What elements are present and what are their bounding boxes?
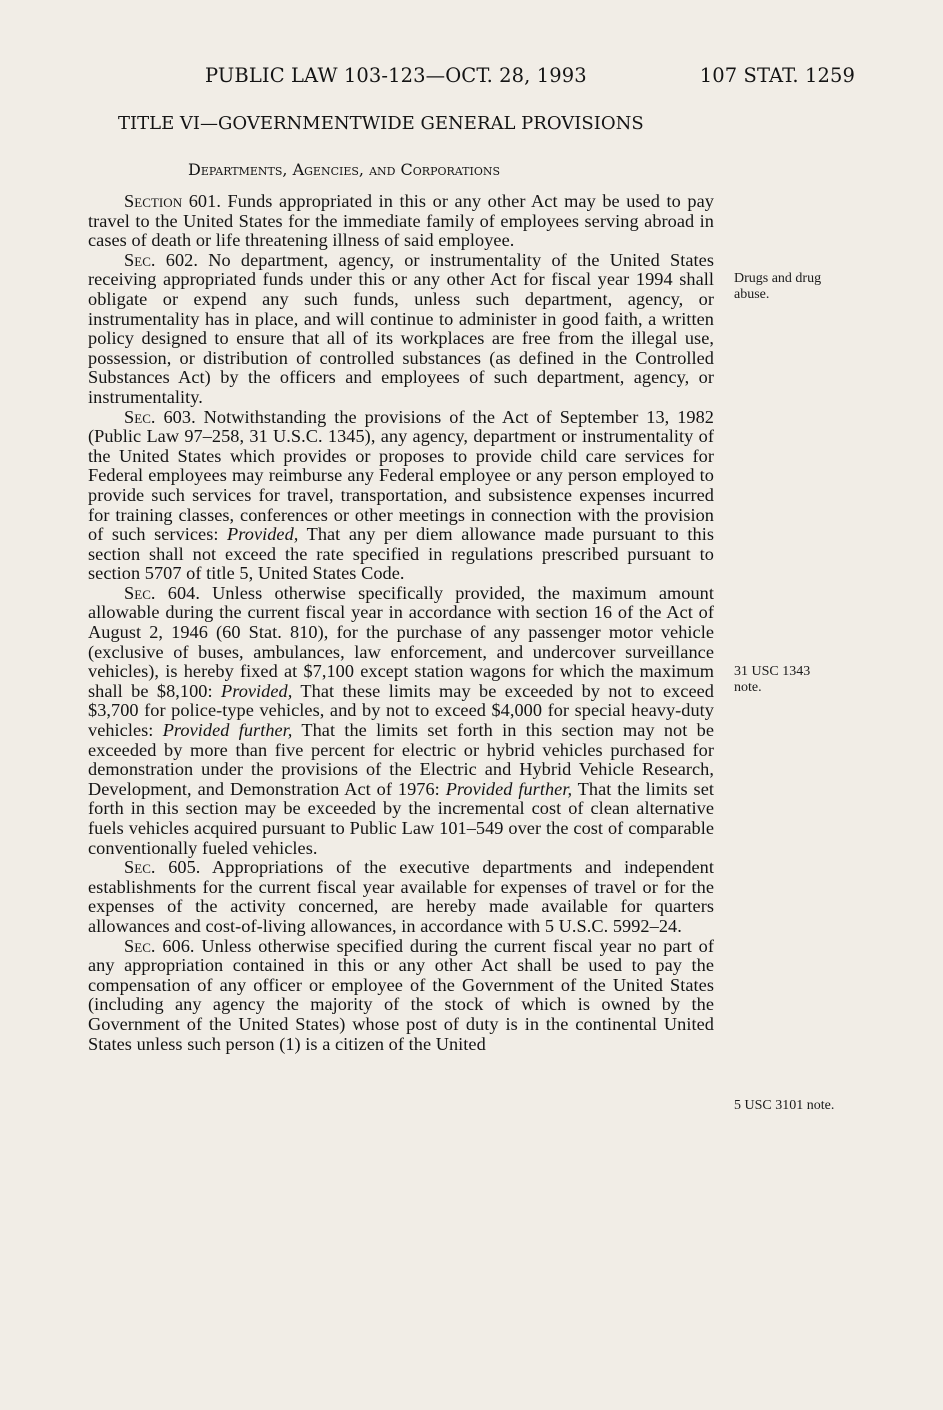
section-603: [88, 408, 714, 584]
proviso: Provided further,: [445, 778, 573, 799]
proviso: Provided further,: [162, 720, 293, 741]
subtitle-heading: Departments, Agencies, and Corporations: [188, 160, 500, 179]
section-text: Unless otherwise specifically provided, the maximum amount allowable during the current fiscal year in accordance with section 16 of the Act of August 2, 1946 (60 Stat. 810), for the purchase of any passenger motor vehicle (exclusive of buses, ambulances, law enforcement, and undercover surveillance vehicles), is hereby fixed at $7,100 except station wagons for which the maximum shall be $8,100:: [88, 582, 714, 701]
section-text: Unless otherwise specified during the current fiscal year no part of any appropriation contained in this or any other Act shall be used to pay the compensation of any officer or employee of the Government of the United States (including any agency the majority of the stock of which is owned by the Government of the United States) whose post of duty is in the continental United States unless such person (1) is a citizen of the United: [88, 935, 714, 1054]
section-text: Appropriations of the executive departments and independent establishments for the current fiscal year available for expenses of travel or for the expenses of the activity concerned, are hereby made available for quarters allowances and cost-of-living allowances, in accordance with 5 U.S.C. 5992–24.: [88, 857, 714, 936]
proviso: Provided,: [227, 524, 299, 545]
section-label: Sec. 602.: [124, 249, 198, 270]
margin-note-line: 31 USC 1343: [734, 664, 811, 679]
public-law-citation: PUBLIC LAW 103-123—OCT. 28, 1993: [205, 64, 587, 87]
section-label: Sec. 606.: [124, 935, 195, 956]
section-label: Section 601.: [124, 191, 221, 211]
section-label: Sec. 605.: [124, 857, 201, 878]
section-605: [88, 858, 714, 936]
margin-note-line: note.: [734, 680, 762, 695]
section-text: No department, agency, or instrumentality of the United States receiving appropriated funds under this or any other Act for fiscal year 1994 shall obligate or expend any such funds, unless such department, agency, or instrumentality has in place, and will continue to administer in good faith, a written policy designed to ensure that all of its workplaces are free from the illegal use, possession, or distribution of controlled substances (as defined in the Controlled Substances Act) by the officers and employees of such department, agency, or instrumentality.: [88, 249, 714, 407]
margin-note-line: abuse.: [734, 287, 770, 302]
margin-note-31-usc: [734, 664, 810, 696]
section-602: [88, 251, 714, 408]
section-604: [88, 584, 714, 858]
section-text: That the limits set forth in this section may be exceeded by the incremental cost of clean alternative fuels vehicles acquired pursuant to Public Law 101–549 over the cost of comparable conventionally fueled vehicles.: [88, 778, 714, 858]
section-text: Funds appropriated in this or any other Act may be used to pay travel to the United States for the immediate family of employees serving abroad in cases of death or life threatening illness of said employee.: [88, 191, 714, 251]
section-606: [88, 937, 714, 1055]
margin-note-5-usc: [734, 1098, 834, 1114]
section-601: [88, 192, 714, 251]
section-text: That the limits set forth in this section may not be exceeded by more than five percent for electric or hybrid vehicles purchased for demonstration under the provisions of the Electric and Hybrid Vehicle Research, Development, and Demonstration Act of 1976:: [88, 720, 715, 799]
margin-note-line: Drugs and drug: [734, 271, 822, 286]
statute-page-number: 107 STAT. 1259: [699, 64, 855, 87]
section-text: That any per diem allowance made pursuant to this section shall not exceed the rate specified in regulations prescribed pursuant to section 5707 of title 5, United States Code.: [88, 524, 714, 584]
body-text: [88, 192, 714, 1054]
margin-note-line: 5 USC 3101 note.: [734, 1098, 835, 1113]
proviso: Provided,: [221, 680, 293, 701]
section-label: Sec. 603.: [124, 406, 196, 427]
title-heading: TITLE VI—GOVERNMENTWIDE GENERAL PROVISIONS: [118, 113, 644, 134]
margin-note-drugs: [734, 271, 821, 303]
section-text: Notwithstanding the provisions of the Act of September 13, 1982 (Public Law 97–258, 31 U.S.C. 1345), any agency, department or instrumentality of the United States which provides or proposes to provide child care services for Federal employees may reimburse any Federal employee or any person employed to provide such services for travel, transportation, and subsistence expenses incurred for training classes, conferences or other meetings in connection with the provision of such services:: [88, 406, 714, 545]
section-label: Sec. 604.: [124, 582, 200, 603]
section-text: That these limits may be exceeded by not to exceed $3,700 for police-type vehicles, and by not to exceed $4,000 for special heavy-duty vehicles:: [88, 680, 714, 741]
